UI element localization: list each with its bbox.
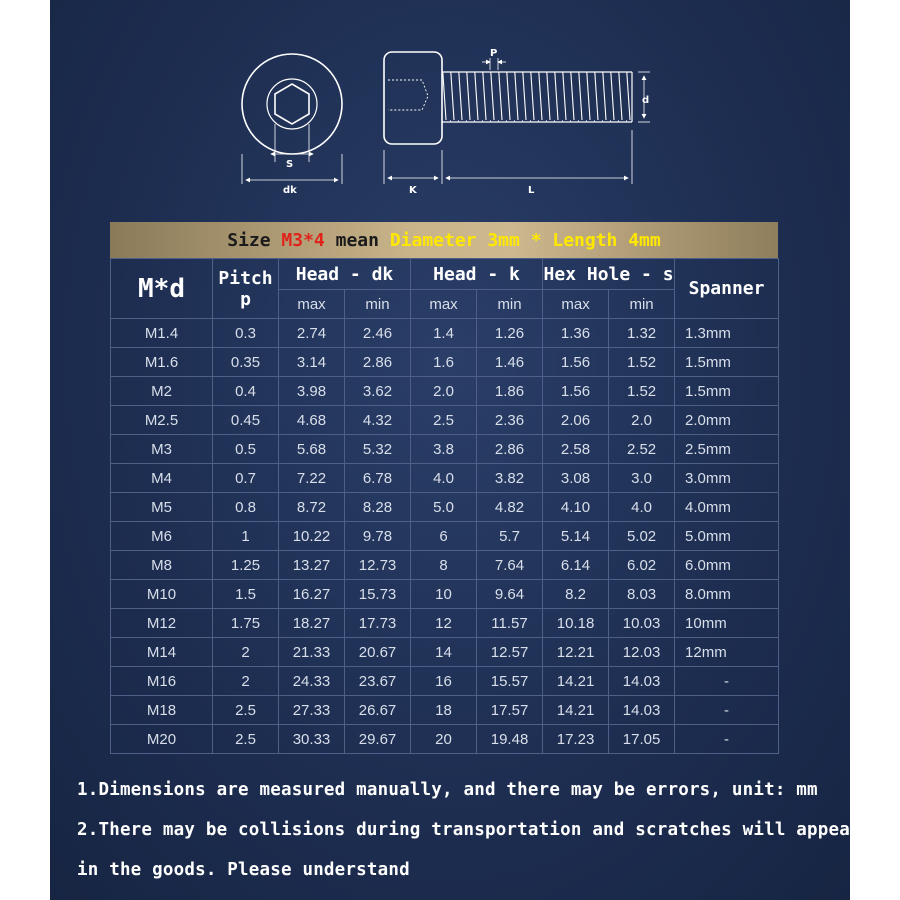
cell-hex-min: 14.03 xyxy=(609,696,675,725)
cell-head-k-min: 2.36 xyxy=(477,406,543,435)
cell-head-dk-min: 9.78 xyxy=(345,522,411,551)
cell-spanner: 1.5mm xyxy=(675,377,779,406)
cell-hex-max: 17.23 xyxy=(543,725,609,754)
cell-size: M8 xyxy=(111,551,213,580)
cell-hex-max: 1.56 xyxy=(543,348,609,377)
cell-head-dk-min: 4.32 xyxy=(345,406,411,435)
cell-head-k-min: 12.57 xyxy=(477,638,543,667)
cell-size: M2.5 xyxy=(111,406,213,435)
spec-table-body xyxy=(111,319,779,754)
cell-head-dk-max: 21.33 xyxy=(279,638,345,667)
cell-spanner: 8.0mm xyxy=(675,580,779,609)
cell-head-dk-min: 12.73 xyxy=(345,551,411,580)
cell-head-k-max: 4.0 xyxy=(411,464,477,493)
cell-head-dk-min: 17.73 xyxy=(345,609,411,638)
cell-pitch: 0.8 xyxy=(213,493,279,522)
cell-head-dk-max: 2.74 xyxy=(279,319,345,348)
cell-pitch: 1.5 xyxy=(213,580,279,609)
cell-pitch: 2.5 xyxy=(213,725,279,754)
label-p: P xyxy=(490,48,498,59)
cell-hex-max: 6.14 xyxy=(543,551,609,580)
cell-size: M1.6 xyxy=(111,348,213,377)
cell-size: M20 xyxy=(111,725,213,754)
cell-head-k-max: 16 xyxy=(411,667,477,696)
cell-head-k-max: 10 xyxy=(411,580,477,609)
cell-head-k-min: 19.48 xyxy=(477,725,543,754)
header-head-dk: Head - dk xyxy=(279,259,411,290)
cell-head-dk-min: 20.67 xyxy=(345,638,411,667)
cell-pitch: 2.5 xyxy=(213,696,279,725)
cell-head-dk-max: 8.72 xyxy=(279,493,345,522)
cell-head-dk-max: 30.33 xyxy=(279,725,345,754)
table-row xyxy=(111,377,779,406)
cell-head-k-max: 8 xyxy=(411,551,477,580)
cell-hex-min: 1.52 xyxy=(609,377,675,406)
cell-pitch: 0.35 xyxy=(213,348,279,377)
cell-head-dk-max: 24.33 xyxy=(279,667,345,696)
header-min: min xyxy=(477,290,543,319)
header-max: max xyxy=(543,290,609,319)
cell-head-k-max: 18 xyxy=(411,696,477,725)
table-row xyxy=(111,464,779,493)
cell-head-dk-min: 5.32 xyxy=(345,435,411,464)
cell-hex-max: 14.21 xyxy=(543,696,609,725)
cell-spanner: 3.0mm xyxy=(675,464,779,493)
cell-head-k-min: 1.26 xyxy=(477,319,543,348)
cell-size: M16 xyxy=(111,667,213,696)
table-row xyxy=(111,435,779,464)
cell-hex-min: 1.32 xyxy=(609,319,675,348)
cell-hex-max: 12.21 xyxy=(543,638,609,667)
cell-head-dk-max: 18.27 xyxy=(279,609,345,638)
header-min: min xyxy=(609,290,675,319)
cell-pitch: 1.25 xyxy=(213,551,279,580)
cell-pitch: 0.4 xyxy=(213,377,279,406)
note-line-3: in the goods. Please understand xyxy=(77,860,410,880)
cell-spanner: - xyxy=(675,696,779,725)
cell-size: M4 xyxy=(111,464,213,493)
product-spec-panel xyxy=(50,0,861,900)
cell-hex-min: 17.05 xyxy=(609,725,675,754)
banner-size: M3*4 xyxy=(281,229,325,251)
cell-hex-min: 1.52 xyxy=(609,348,675,377)
screw-side-view-icon xyxy=(384,52,650,184)
cell-head-dk-max: 16.27 xyxy=(279,580,345,609)
cell-head-dk-max: 10.22 xyxy=(279,522,345,551)
cell-head-dk-max: 3.14 xyxy=(279,348,345,377)
header-hex-hole: Hex Hole - s xyxy=(543,259,675,290)
table-row xyxy=(111,725,779,754)
cell-head-k-min: 15.57 xyxy=(477,667,543,696)
note-line-2: 2.There may be collisions during transportation and scratches will appear xyxy=(77,820,861,840)
screw-dimension-diagram xyxy=(50,0,850,210)
cell-head-dk-max: 3.98 xyxy=(279,377,345,406)
cell-hex-max: 1.36 xyxy=(543,319,609,348)
cell-hex-min: 4.0 xyxy=(609,493,675,522)
label-dk: dk xyxy=(283,185,297,196)
cell-hex-max: 10.18 xyxy=(543,609,609,638)
label-s: S xyxy=(286,159,294,170)
cell-pitch: 0.3 xyxy=(213,319,279,348)
cell-spanner: 2.0mm xyxy=(675,406,779,435)
cell-pitch: 0.7 xyxy=(213,464,279,493)
cell-size: M10 xyxy=(111,580,213,609)
cell-hex-max: 5.14 xyxy=(543,522,609,551)
header-max: max xyxy=(279,290,345,319)
banner-meaning: Diameter 3mm * Length 4mm xyxy=(389,229,661,251)
header-pitch-line1: Pitch xyxy=(218,267,273,289)
cell-head-k-max: 14 xyxy=(411,638,477,667)
cell-size: M2 xyxy=(111,377,213,406)
banner-middle: mean xyxy=(324,229,390,251)
table-row xyxy=(111,638,779,667)
cell-head-dk-min: 6.78 xyxy=(345,464,411,493)
header-max: max xyxy=(411,290,477,319)
notes xyxy=(77,770,861,890)
cell-head-k-max: 1.4 xyxy=(411,319,477,348)
table-row xyxy=(111,580,779,609)
cell-head-k-min: 4.82 xyxy=(477,493,543,522)
cell-spanner: 1.5mm xyxy=(675,348,779,377)
cell-head-dk-min: 8.28 xyxy=(345,493,411,522)
cell-head-dk-min: 3.62 xyxy=(345,377,411,406)
cell-size: M1.4 xyxy=(111,319,213,348)
cell-size: M12 xyxy=(111,609,213,638)
cell-spanner: - xyxy=(675,725,779,754)
cell-head-k-min: 2.86 xyxy=(477,435,543,464)
note-line-1: 1.Dimensions are measured manually, and there may be errors, unit: mm xyxy=(77,780,818,800)
cell-head-dk-min: 23.67 xyxy=(345,667,411,696)
cell-hex-min: 12.03 xyxy=(609,638,675,667)
cell-head-dk-max: 13.27 xyxy=(279,551,345,580)
cell-hex-min: 3.0 xyxy=(609,464,675,493)
cell-head-k-max: 20 xyxy=(411,725,477,754)
header-md: M*d xyxy=(111,259,213,319)
cell-head-dk-min: 15.73 xyxy=(345,580,411,609)
cell-head-k-max: 6 xyxy=(411,522,477,551)
table-row xyxy=(111,667,779,696)
cell-spanner: - xyxy=(675,667,779,696)
table-row xyxy=(111,406,779,435)
header-min: min xyxy=(345,290,411,319)
cell-head-k-max: 12 xyxy=(411,609,477,638)
cell-head-dk-min: 2.86 xyxy=(345,348,411,377)
label-d: d xyxy=(642,95,650,106)
table-row xyxy=(111,696,779,725)
cell-spanner: 12mm xyxy=(675,638,779,667)
cell-hex-max: 3.08 xyxy=(543,464,609,493)
cell-size: M5 xyxy=(111,493,213,522)
cell-head-dk-min: 2.46 xyxy=(345,319,411,348)
cell-spanner: 2.5mm xyxy=(675,435,779,464)
table-row xyxy=(111,522,779,551)
cell-hex-max: 14.21 xyxy=(543,667,609,696)
cell-spanner: 1.3mm xyxy=(675,319,779,348)
header-pitch-line2: p xyxy=(240,288,251,310)
cell-head-k-min: 17.57 xyxy=(477,696,543,725)
cell-head-k-max: 3.8 xyxy=(411,435,477,464)
label-l: L xyxy=(528,185,535,196)
cell-pitch: 2 xyxy=(213,638,279,667)
cell-spanner: 6.0mm xyxy=(675,551,779,580)
cell-head-k-max: 2.5 xyxy=(411,406,477,435)
cell-head-dk-min: 29.67 xyxy=(345,725,411,754)
table-row xyxy=(111,493,779,522)
cell-head-k-min: 1.86 xyxy=(477,377,543,406)
cell-hex-min: 2.0 xyxy=(609,406,675,435)
cell-size: M6 xyxy=(111,522,213,551)
cell-hex-max: 8.2 xyxy=(543,580,609,609)
cell-head-k-max: 5.0 xyxy=(411,493,477,522)
cell-head-dk-max: 4.68 xyxy=(279,406,345,435)
table-row xyxy=(111,609,779,638)
cell-head-dk-max: 7.22 xyxy=(279,464,345,493)
cell-hex-max: 1.56 xyxy=(543,377,609,406)
cell-hex-min: 8.03 xyxy=(609,580,675,609)
cell-hex-min: 10.03 xyxy=(609,609,675,638)
cell-head-k-max: 2.0 xyxy=(411,377,477,406)
cell-spanner: 4.0mm xyxy=(675,493,779,522)
cell-spanner: 10mm xyxy=(675,609,779,638)
banner-prefix: Size xyxy=(227,229,282,251)
cell-head-k-min: 1.46 xyxy=(477,348,543,377)
cell-pitch: 0.5 xyxy=(213,435,279,464)
cell-head-k-min: 3.82 xyxy=(477,464,543,493)
cell-head-k-min: 11.57 xyxy=(477,609,543,638)
cell-hex-min: 2.52 xyxy=(609,435,675,464)
cell-pitch: 1 xyxy=(213,522,279,551)
header-pitch xyxy=(213,259,279,319)
cell-pitch: 2 xyxy=(213,667,279,696)
cell-size: M3 xyxy=(111,435,213,464)
size-banner xyxy=(110,222,778,258)
cell-head-k-max: 1.6 xyxy=(411,348,477,377)
cell-spanner: 5.0mm xyxy=(675,522,779,551)
header-head-k: Head - k xyxy=(411,259,543,290)
table-row xyxy=(111,348,779,377)
cell-hex-min: 6.02 xyxy=(609,551,675,580)
cell-hex-min: 5.02 xyxy=(609,522,675,551)
cell-head-k-min: 5.7 xyxy=(477,522,543,551)
cell-hex-min: 14.03 xyxy=(609,667,675,696)
header-spanner: Spanner xyxy=(675,259,779,319)
cell-hex-max: 2.06 xyxy=(543,406,609,435)
cell-head-k-min: 7.64 xyxy=(477,551,543,580)
cell-hex-max: 2.58 xyxy=(543,435,609,464)
cell-size: M14 xyxy=(111,638,213,667)
table-row xyxy=(111,551,779,580)
cell-pitch: 1.75 xyxy=(213,609,279,638)
cell-head-k-min: 9.64 xyxy=(477,580,543,609)
cell-head-dk-max: 5.68 xyxy=(279,435,345,464)
cell-size: M18 xyxy=(111,696,213,725)
label-k: K xyxy=(409,185,417,196)
cell-pitch: 0.45 xyxy=(213,406,279,435)
table-row xyxy=(111,319,779,348)
cell-hex-max: 4.10 xyxy=(543,493,609,522)
cell-head-dk-min: 26.67 xyxy=(345,696,411,725)
cell-head-dk-max: 27.33 xyxy=(279,696,345,725)
spec-table xyxy=(110,258,779,754)
